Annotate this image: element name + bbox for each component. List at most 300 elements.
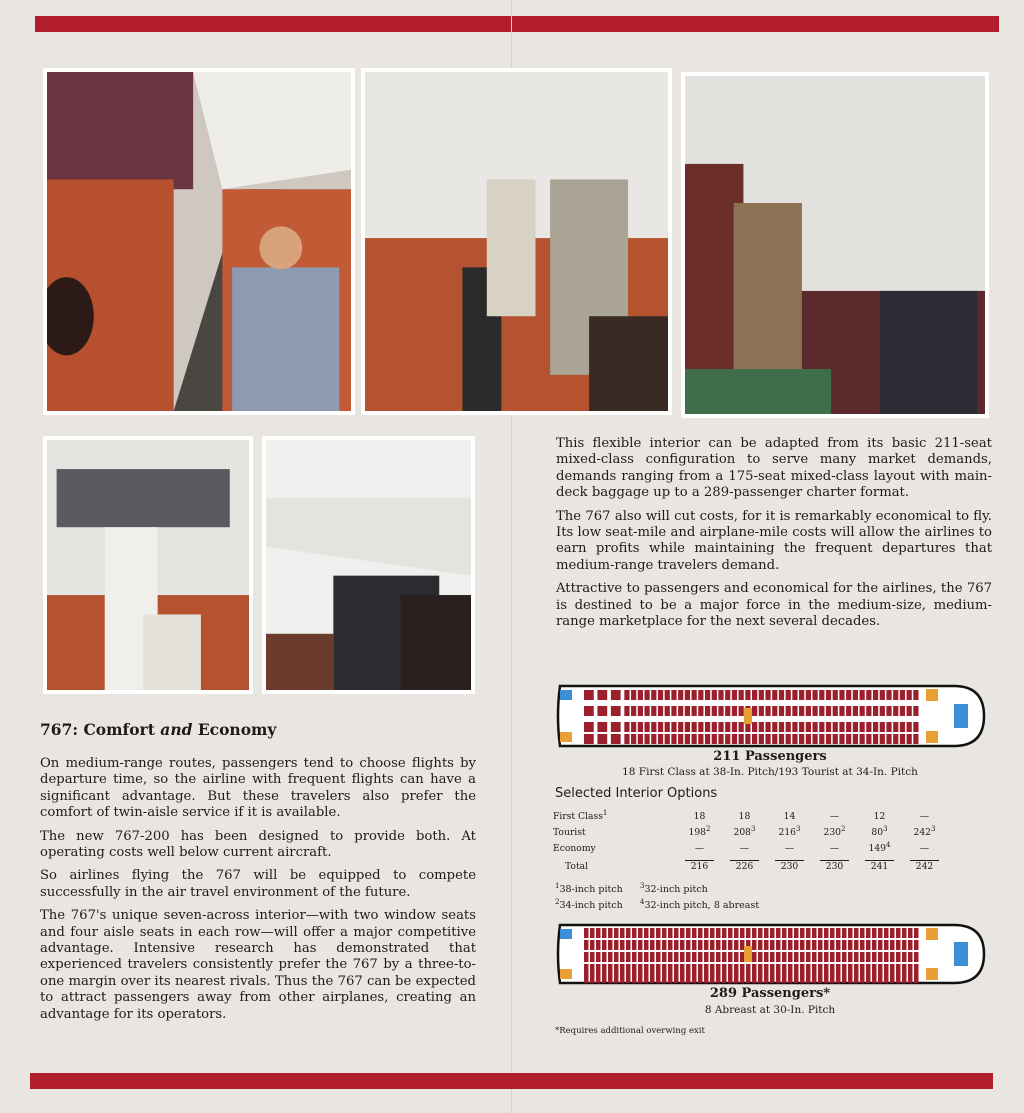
- seat-tourist: [799, 722, 804, 732]
- seat-tourist: [692, 973, 697, 983]
- seat-tourist: [860, 964, 865, 974]
- seat-tourist: [631, 734, 636, 744]
- seat-tourist: [884, 952, 889, 962]
- seat-tourist: [806, 964, 811, 974]
- seat-tourist: [860, 722, 865, 732]
- seat-tourist: [896, 940, 901, 950]
- seat-tourist: [674, 952, 679, 962]
- seat-tourist: [692, 722, 697, 732]
- seat-first-class: [584, 706, 594, 716]
- seat-tourist: [786, 706, 791, 716]
- seat-tourist: [722, 940, 727, 950]
- seat-tourist: [632, 973, 637, 983]
- seat-tourist: [914, 928, 919, 938]
- seat-tourist: [866, 973, 871, 983]
- seat-tourist: [812, 940, 817, 950]
- seat-tourist: [848, 964, 853, 974]
- seat-tourist: [584, 928, 589, 938]
- table-cell: $149^4$: [868, 841, 891, 855]
- seat-tourist: [620, 964, 625, 974]
- seat-tourist: [698, 690, 703, 700]
- top-red-bar: [35, 16, 999, 32]
- seat-tourist: [685, 690, 690, 700]
- seat-tourist: [799, 706, 804, 716]
- seat-tourist: [854, 940, 859, 950]
- left-body-text: [40, 756, 476, 1030]
- seat-tourist: [728, 940, 733, 950]
- seat-tourist: [853, 706, 858, 716]
- cabin-photo-passengers-seated: [43, 68, 355, 415]
- seat-tourist: [631, 722, 636, 732]
- seat-tourist: [842, 952, 847, 962]
- seat-tourist: [772, 690, 777, 700]
- seat-tourist: [704, 928, 709, 938]
- seat-tourist: [692, 706, 697, 716]
- seat-tourist: [624, 690, 629, 700]
- seat-tourist: [854, 964, 859, 974]
- seat-tourist: [782, 928, 787, 938]
- interior-options-title: Selected Interior Options: [555, 786, 718, 801]
- seat-tourist: [853, 690, 858, 700]
- seat-tourist: [656, 952, 661, 962]
- row-label: Economy: [553, 842, 596, 854]
- seat-tourist: [632, 964, 637, 974]
- lavatory-icon: [926, 928, 938, 940]
- seat-tourist: [725, 706, 730, 716]
- seat-tourist: [873, 734, 878, 744]
- galley-icon: [560, 929, 572, 939]
- seat-tourist: [900, 706, 905, 716]
- seat-tourist: [872, 952, 877, 962]
- seat-first-class: [611, 722, 621, 732]
- seat-tourist: [734, 928, 739, 938]
- note: $^2$34-inch pitch: [555, 898, 623, 912]
- seat-tourist: [638, 690, 643, 700]
- seat-tourist: [732, 722, 737, 732]
- seat-tourist: [913, 706, 918, 716]
- plan-289-subtitle: 8 Abreast at 30-In. Pitch: [704, 1004, 836, 1016]
- seat-tourist: [668, 973, 673, 983]
- seat-tourist: [704, 973, 709, 983]
- seat-tourist: [671, 722, 676, 732]
- seat-tourist: [752, 722, 757, 732]
- seat-tourist: [830, 964, 835, 974]
- seat-tourist: [878, 928, 883, 938]
- seat-tourist: [908, 928, 913, 938]
- paragraph: On medium-range routes, passengers tend to choose flights by departure time, so the airline with frequent flights can have a significant advantage. But these travelers also prefer the comfort of twin-aisle service if it is available.: [40, 756, 476, 821]
- seat-tourist: [839, 690, 844, 700]
- seat-tourist: [705, 690, 710, 700]
- seat-tourist: [716, 928, 721, 938]
- seat-tourist: [836, 973, 841, 983]
- table-cell: 241: [857, 856, 902, 874]
- seat-tourist: [739, 690, 744, 700]
- seat-tourist: [794, 940, 799, 950]
- seat-tourist: [734, 973, 739, 983]
- seat-tourist: [866, 706, 871, 716]
- seat-tourist: [914, 952, 919, 962]
- seat-tourist: [704, 952, 709, 962]
- seat-tourist: [644, 952, 649, 962]
- seat-tourist: [846, 706, 851, 716]
- lavatory-icon: [560, 732, 572, 742]
- paragraph: The new 767-200 has been designed to provide both. At operating costs well below current aircraft.: [40, 828, 476, 861]
- table-cell: 242: [902, 856, 947, 874]
- seat-tourist: [765, 690, 770, 700]
- interior-options-table: [553, 808, 947, 874]
- seat-tourist: [830, 940, 835, 950]
- seat-tourist: [764, 928, 769, 938]
- seat-tourist: [846, 722, 851, 732]
- seat-tourist: [728, 928, 733, 938]
- plan-289-title: 289 Passengers*: [709, 986, 831, 1001]
- seat-first-class: [584, 690, 594, 700]
- footnote: *Requires additional overwing exit: [555, 1026, 705, 1036]
- seat-tourist: [794, 973, 799, 983]
- seat-tourist: [854, 928, 859, 938]
- seat-tourist: [880, 706, 885, 716]
- seat-tourist: [788, 964, 793, 974]
- seat-tourist: [752, 973, 757, 983]
- seat-tourist: [626, 973, 631, 983]
- seat-tourist: [886, 734, 891, 744]
- seat-tourist: [590, 952, 595, 962]
- seat-tourist: [725, 734, 730, 744]
- seat-tourist: [596, 952, 601, 962]
- seat-tourist: [794, 964, 799, 974]
- seat-tourist: [734, 952, 739, 962]
- seat-tourist: [728, 952, 733, 962]
- seat-tourist: [638, 952, 643, 962]
- seat-tourist: [650, 928, 655, 938]
- seat-first-class: [611, 734, 621, 744]
- seat-tourist: [698, 722, 703, 732]
- seat-tourist: [722, 928, 727, 938]
- seat-tourist: [812, 722, 817, 732]
- seat-tourist: [638, 940, 643, 950]
- seat-tourist: [800, 973, 805, 983]
- seat-tourist: [914, 964, 919, 974]
- seat-tourist: [853, 734, 858, 744]
- seat-tourist: [812, 928, 817, 938]
- seat-tourist: [886, 722, 891, 732]
- seat-tourist: [908, 964, 913, 974]
- seat-tourist: [873, 706, 878, 716]
- table-cell: 12: [873, 810, 886, 822]
- seat-tourist: [620, 952, 625, 962]
- seat-tourist: [698, 973, 703, 983]
- seat-tourist: [752, 964, 757, 974]
- seat-tourist: [662, 973, 667, 983]
- seat-tourist: [631, 690, 636, 700]
- paragraph: Attractive to passengers and economical for the airlines, the 767 is destined to be a major force in the medium-size, medium-range marketplace for the next several decades.: [556, 581, 992, 630]
- seat-tourist: [614, 952, 619, 962]
- seat-tourist: [678, 734, 683, 744]
- seat-tourist: [776, 940, 781, 950]
- seat-tourist: [836, 928, 841, 938]
- seat-tourist: [758, 973, 763, 983]
- seat-tourist: [800, 952, 805, 962]
- seat-tourist: [878, 952, 883, 962]
- seat-first-class: [597, 690, 607, 700]
- seat-tourist: [902, 928, 907, 938]
- seat-tourist: [848, 928, 853, 938]
- seat-tourist: [632, 928, 637, 938]
- seat-tourist: [626, 964, 631, 974]
- seat-tourist: [908, 940, 913, 950]
- seat-tourist: [638, 964, 643, 974]
- table-cell: $80^3$: [871, 825, 888, 839]
- seat-tourist: [596, 973, 601, 983]
- seat-tourist: [826, 734, 831, 744]
- seat-tourist: [860, 706, 865, 716]
- seat-first-class: [611, 706, 621, 716]
- right-body-text: [556, 436, 992, 637]
- seat-tourist: [704, 964, 709, 974]
- table-cell: 230: [812, 856, 857, 874]
- seat-first-class: [597, 734, 607, 744]
- seat-tourist: [665, 706, 670, 716]
- seat-tourist: [806, 734, 811, 744]
- seat-tourist: [806, 973, 811, 983]
- row-label: Total: [565, 860, 589, 872]
- seat-tourist: [590, 940, 595, 950]
- seat-tourist: [716, 973, 721, 983]
- seat-tourist: [824, 973, 829, 983]
- seat-tourist: [752, 940, 757, 950]
- seat-tourist: [902, 973, 907, 983]
- seat-tourist: [782, 964, 787, 974]
- seat-tourist: [671, 690, 676, 700]
- seat-tourist: [722, 952, 727, 962]
- seat-tourist: [608, 973, 613, 983]
- pitch-notes: [555, 880, 759, 912]
- seat-tourist: [842, 928, 847, 938]
- seat-first-class: [584, 734, 594, 744]
- table-cell: $242^3$: [913, 825, 936, 839]
- seat-tourist: [644, 973, 649, 983]
- seat-tourist: [692, 952, 697, 962]
- seat-tourist: [794, 928, 799, 938]
- seat-tourist: [873, 690, 878, 700]
- seat-tourist: [614, 940, 619, 950]
- seat-tourist: [732, 734, 737, 744]
- seat-tourist: [866, 690, 871, 700]
- seat-tourist: [725, 722, 730, 732]
- seat-tourist: [900, 690, 905, 700]
- row-label: First Class$^1$: [553, 809, 608, 823]
- seat-tourist: [779, 690, 784, 700]
- seat-tourist: [705, 706, 710, 716]
- seat-tourist: [818, 952, 823, 962]
- seat-tourist: [765, 722, 770, 732]
- seat-tourist: [705, 722, 710, 732]
- page-title: 767: Comfort and Economy: [40, 720, 277, 739]
- seat-tourist: [759, 706, 764, 716]
- seat-tourist: [818, 964, 823, 974]
- seat-tourist: [866, 964, 871, 974]
- table-cell: 216: [677, 856, 722, 874]
- seat-tourist: [698, 734, 703, 744]
- seat-tourist: [812, 706, 817, 716]
- seat-tourist: [590, 973, 595, 983]
- seat-tourist: [752, 690, 757, 700]
- seat-tourist: [758, 940, 763, 950]
- seat-tourist: [824, 964, 829, 974]
- seat-tourist: [848, 940, 853, 950]
- table-cell: —: [739, 842, 750, 854]
- seating-plan-211: [554, 684, 988, 748]
- seat-tourist: [626, 952, 631, 962]
- galley-icon: [744, 946, 752, 962]
- seat-tourist: [833, 722, 838, 732]
- seat-tourist: [665, 690, 670, 700]
- seat-tourist: [776, 928, 781, 938]
- seat-tourist: [886, 690, 891, 700]
- seat-tourist: [650, 973, 655, 983]
- seat-tourist: [686, 940, 691, 950]
- seat-tourist: [718, 722, 723, 732]
- seat-tourist: [900, 722, 905, 732]
- seat-tourist: [728, 973, 733, 983]
- seat-tourist: [651, 734, 656, 744]
- seat-tourist: [705, 734, 710, 744]
- seat-tourist: [644, 722, 649, 732]
- seat-tourist: [698, 964, 703, 974]
- seat-tourist: [866, 734, 871, 744]
- seat-tourist: [786, 722, 791, 732]
- seat-tourist: [626, 940, 631, 950]
- seat-tourist: [698, 940, 703, 950]
- seat-tourist: [704, 940, 709, 950]
- note: $^3$32-inch pitch: [640, 882, 708, 896]
- seat-tourist: [782, 952, 787, 962]
- seat-tourist: [770, 940, 775, 950]
- seat-tourist: [786, 690, 791, 700]
- seat-tourist: [658, 706, 663, 716]
- seat-tourist: [860, 734, 865, 744]
- seat-tourist: [893, 722, 898, 732]
- seat-tourist: [668, 964, 673, 974]
- seat-tourist: [772, 706, 777, 716]
- plan-211-subtitle: 18 First Class at 38-In. Pitch/193 Tourist at 34-In. Pitch: [622, 766, 918, 778]
- seat-tourist: [907, 690, 912, 700]
- seat-tourist: [710, 952, 715, 962]
- seat-tourist: [745, 690, 750, 700]
- seat-tourist: [602, 952, 607, 962]
- seat-tourist: [779, 722, 784, 732]
- seat-tourist: [678, 722, 683, 732]
- seat-tourist: [718, 690, 723, 700]
- seat-first-class: [584, 722, 594, 732]
- seat-tourist: [782, 973, 787, 983]
- seat-tourist: [913, 722, 918, 732]
- seat-tourist: [765, 706, 770, 716]
- seat-tourist: [620, 940, 625, 950]
- seat-tourist: [788, 973, 793, 983]
- seat-tourist: [788, 940, 793, 950]
- seat-tourist: [854, 973, 859, 983]
- seat-tourist: [893, 690, 898, 700]
- seat-tourist: [819, 722, 824, 732]
- seat-tourist: [745, 734, 750, 744]
- seat-tourist: [674, 940, 679, 950]
- seat-tourist: [800, 964, 805, 974]
- seat-tourist: [698, 706, 703, 716]
- seat-tourist: [650, 964, 655, 974]
- seat-tourist: [819, 706, 824, 716]
- seat-tourist: [788, 928, 793, 938]
- seat-tourist: [842, 940, 847, 950]
- lavatory-icon: [926, 689, 938, 701]
- seat-tourist: [658, 722, 663, 732]
- seat-tourist: [782, 940, 787, 950]
- seat-tourist: [779, 706, 784, 716]
- seat-tourist: [914, 940, 919, 950]
- seat-tourist: [772, 734, 777, 744]
- seat-tourist: [698, 928, 703, 938]
- seat-tourist: [878, 964, 883, 974]
- seat-tourist: [842, 973, 847, 983]
- seat-tourist: [584, 973, 589, 983]
- seat-tourist: [732, 690, 737, 700]
- seat-tourist: [739, 734, 744, 744]
- bottom-red-bar: [30, 1073, 993, 1089]
- seat-tourist: [872, 928, 877, 938]
- seat-tourist: [656, 973, 661, 983]
- galley-icon: [744, 708, 752, 724]
- seat-tourist: [878, 940, 883, 950]
- seat-tourist: [908, 952, 913, 962]
- seat-tourist: [680, 964, 685, 974]
- seat-tourist: [590, 964, 595, 974]
- seat-tourist: [854, 952, 859, 962]
- seat-tourist: [674, 928, 679, 938]
- seat-tourist: [638, 973, 643, 983]
- seat-tourist: [656, 964, 661, 974]
- table-cell: —: [784, 842, 795, 854]
- seat-tourist: [866, 928, 871, 938]
- lavatory-icon: [926, 731, 938, 743]
- seat-tourist: [890, 964, 895, 974]
- seat-tourist: [602, 928, 607, 938]
- seat-tourist: [614, 973, 619, 983]
- seat-tourist: [740, 964, 745, 974]
- seat-tourist: [668, 940, 673, 950]
- seat-tourist: [812, 964, 817, 974]
- seat-tourist: [792, 706, 797, 716]
- seat-tourist: [818, 940, 823, 950]
- seat-tourist: [716, 964, 721, 974]
- galley-icon: [954, 704, 968, 728]
- galley-icon: [954, 942, 968, 966]
- seat-tourist: [680, 940, 685, 950]
- seat-tourist: [818, 928, 823, 938]
- seat-tourist: [608, 928, 613, 938]
- table-cell: —: [919, 810, 930, 822]
- seat-tourist: [860, 973, 865, 983]
- seat-tourist: [602, 940, 607, 950]
- seat-tourist: [710, 973, 715, 983]
- seat-tourist: [826, 706, 831, 716]
- seat-tourist: [806, 928, 811, 938]
- seat-tourist: [866, 722, 871, 732]
- seat-tourist: [770, 928, 775, 938]
- seating-plan-289: [554, 923, 988, 985]
- seat-tourist: [878, 973, 883, 983]
- fuselage-outline: [558, 686, 984, 746]
- seat-tourist: [662, 940, 667, 950]
